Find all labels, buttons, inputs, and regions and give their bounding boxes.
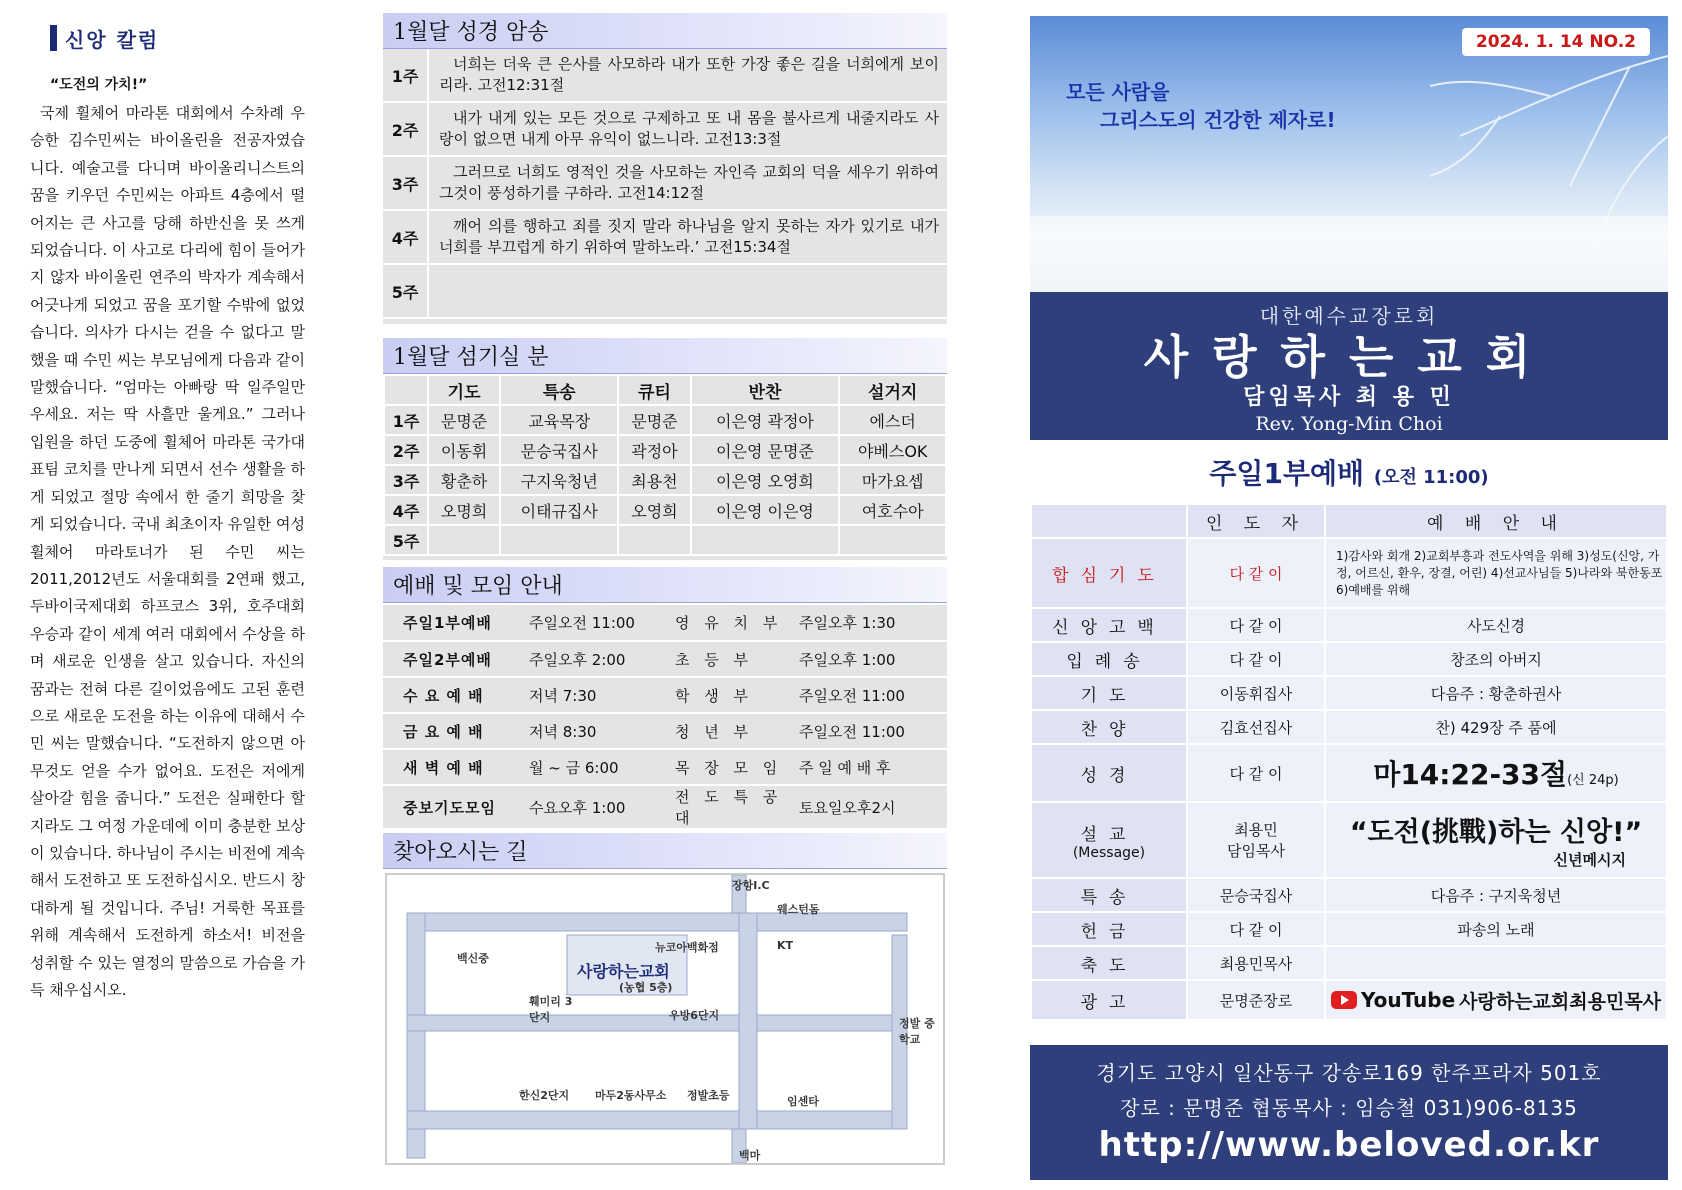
- map-label-western-dom: 웨스턴돔: [777, 903, 820, 916]
- duty-cell: 여호수아: [839, 495, 946, 525]
- map-label-woobang6: 우방6단지: [669, 1009, 720, 1022]
- services-table: [383, 605, 947, 830]
- duty-cell: 구지욱청년: [500, 465, 618, 495]
- order-label-text: 설교: [1080, 824, 1138, 845]
- service-cell: 주일오전 11:00: [523, 605, 663, 641]
- duty-header-cell: [384, 375, 428, 405]
- order-leader-text: 다 같 이: [1229, 616, 1283, 635]
- order-label-text: 입례송: [1066, 651, 1152, 672]
- duty-header-cell: 설거지: [839, 375, 946, 405]
- order-leader: [1187, 878, 1325, 912]
- order-label-text: 헌금: [1080, 921, 1138, 942]
- duty-table: [383, 374, 947, 556]
- order-guide: [1325, 878, 1667, 912]
- duty-cell: 오영희: [618, 495, 690, 525]
- order-label-sub: (Message): [1072, 844, 1146, 861]
- duty-cell: 문명준: [428, 405, 500, 435]
- order-row: [1031, 946, 1667, 980]
- duty-cell: 2주: [384, 435, 428, 465]
- bible-row: [383, 103, 947, 157]
- order-header-leader: 인 도 자: [1187, 504, 1325, 538]
- order-leader-text: 최용민: [1234, 821, 1278, 839]
- order-leader-text: 문명준장로: [1219, 991, 1293, 1010]
- bible-verse: 깨어 의를 행하고 죄를 짓지 말라 하나님을 알지 못하는 자가 있기로 내가 너희를 부끄럽게 하기 위하여 말하노라.’ 고전15:34절: [427, 211, 947, 263]
- play-icon: [1341, 995, 1349, 1005]
- service-row: [383, 641, 947, 677]
- denomination: 대한예수교장로회: [1259, 304, 1439, 328]
- bible-row: [383, 157, 947, 211]
- bible-week: 3주: [391, 174, 419, 194]
- order-leader-text: 다 같 이: [1229, 920, 1283, 939]
- bible-week: 4주: [391, 228, 419, 248]
- order-label: [1031, 980, 1187, 1020]
- order-row: [1031, 538, 1667, 608]
- order-label: [1031, 946, 1187, 980]
- order-leader-text: 다 같 이: [1229, 564, 1283, 583]
- order-header-row: [1031, 504, 1667, 538]
- service-cell: 주일오후 1:30: [793, 605, 947, 641]
- order-guide: [1325, 710, 1667, 744]
- address: 경기도 고양시 일산동구 강송로169 한주프라자 501호: [1096, 1061, 1602, 1085]
- service-cell: 주일오후 1:00: [793, 641, 947, 677]
- service-row: [383, 785, 947, 829]
- order-label-text: 특송: [1080, 887, 1138, 908]
- youtube-brand: YouTube: [1360, 988, 1456, 1012]
- order-label-text: 찬양: [1080, 719, 1138, 740]
- order-row: [1031, 642, 1667, 676]
- service-cell: 주일1부예배: [383, 605, 523, 641]
- order-label: [1031, 642, 1187, 676]
- service-cell: 금 요 예 배: [383, 713, 523, 749]
- duty-cell: 이태규집사: [500, 495, 618, 525]
- map-label-baeksin: 백신중: [457, 952, 489, 965]
- website-url[interactable]: http://www.beloved.or.kr: [1098, 1125, 1600, 1165]
- duty-row: [384, 525, 946, 555]
- order-label: [1031, 676, 1187, 710]
- youtube-channel[interactable]: 사랑하는교회최용민목사: [1459, 990, 1662, 1013]
- map-roads: [387, 875, 943, 1163]
- duty-cell: 문명준: [618, 405, 690, 435]
- order-label-text: 신앙고백: [1052, 617, 1166, 638]
- slogan-line-2: 그리스도의 건강한 제자로!: [1100, 108, 1336, 132]
- worship-title-text: 주일1부예배: [1209, 457, 1365, 490]
- column-heading: [30, 20, 305, 56]
- bible-verse: 그러므로 너희도 영적인 것을 사모하는 자인즉 교회의 덕을 세우기 위하여 그것이 풍성하기를 구하라. 고전14:12절: [427, 157, 947, 209]
- order-row: [1031, 676, 1667, 710]
- service-cell: 주 일 예 배 후: [793, 749, 947, 785]
- sermon-title: “도전(挑戰)하는 신앙!”: [1349, 817, 1643, 848]
- order-guide-text: 다음주 : 구지욱청년: [1430, 886, 1562, 905]
- sermon-note: 신년메시지: [1553, 851, 1626, 869]
- order-leader-text: 다 같 이: [1229, 764, 1283, 783]
- services-title: 예배 및 모임 안내: [383, 567, 947, 603]
- heading-bar: [50, 25, 57, 51]
- column-heading-text: 신앙 칼럼: [65, 27, 160, 52]
- pastor-name: 담임목사 최 용 민: [1243, 385, 1455, 410]
- service-cell: 학 생 부: [663, 677, 793, 713]
- order-row: [1031, 802, 1667, 878]
- order-row: [1031, 912, 1667, 946]
- order-label: [1031, 710, 1187, 744]
- order-leader: [1187, 676, 1325, 710]
- service-row: [383, 749, 947, 785]
- issue-date-badge: 2024. 1. 14 NO.2: [1462, 28, 1650, 56]
- order-leader-title: 담임목사: [1227, 842, 1285, 860]
- order-leader: [1187, 642, 1325, 676]
- duty-header-cell: 큐티: [618, 375, 690, 405]
- duty-row: [384, 495, 946, 525]
- order-label: [1031, 744, 1187, 802]
- bible-row: [383, 265, 947, 319]
- order-guide-text: 사도신경: [1467, 616, 1525, 635]
- service-cell: 청 년 부: [663, 713, 793, 749]
- bible-week: 1주: [391, 66, 419, 86]
- hero-banner: [1030, 16, 1668, 292]
- map-label-church: 사랑하는교회: [577, 962, 670, 981]
- map-label-nonghyup: (농협 5층): [619, 981, 673, 994]
- slogan-line-1: 모든 사람을: [1066, 80, 1170, 104]
- contact: 장로 : 문명준 협동목사 : 임승철 031)906-8135: [1120, 1096, 1578, 1120]
- service-cell: 초 등 부: [663, 641, 793, 677]
- duty-cell: [428, 525, 500, 555]
- service-cell: 수 요 예 배: [383, 677, 523, 713]
- scripture-page: (신 24p): [1567, 773, 1619, 788]
- order-guide-text: 창조의 아버지: [1450, 650, 1542, 669]
- map-section-title-wrap: [383, 833, 947, 869]
- order-guide: [1325, 912, 1667, 946]
- bible-verse: 너희는 더욱 큰 은사를 사모하라 내가 또한 가장 좋은 길을 너희에게 보이리라. 고전12:31절: [427, 49, 947, 101]
- map-label-newcore: 뉴코아백화점: [655, 941, 719, 954]
- duty-cell: [691, 525, 840, 555]
- service-cell: 저녁 7:30: [523, 677, 663, 713]
- order-header-guide: 예 배 안 내: [1325, 504, 1667, 538]
- map-label-kt: KT: [777, 939, 794, 952]
- order-row: [1031, 710, 1667, 744]
- service-cell: 전 도 특 공 대: [663, 785, 793, 829]
- order-leader-text: 이동휘집사: [1219, 684, 1293, 703]
- scripture-reference: 마14:22-33절: [1373, 758, 1568, 791]
- church-name: 사랑하는교회: [1143, 330, 1555, 384]
- bible-verse: [427, 265, 947, 317]
- order-label: [1031, 912, 1187, 946]
- map-label-family3: 훼미리 3단지: [529, 995, 573, 1024]
- duty-cell: 오명희: [428, 495, 500, 525]
- order-label: [1031, 538, 1187, 608]
- duty-cell: 문승국집사: [500, 435, 618, 465]
- order-header-empty: [1031, 504, 1187, 538]
- duty-header-cell: 기도: [428, 375, 500, 405]
- order-leader-text: 최용민목사: [1219, 954, 1293, 973]
- service-cell: 주일2부예배: [383, 641, 523, 677]
- duty-header-cell: 특송: [500, 375, 618, 405]
- duty-cell: 5주: [384, 525, 428, 555]
- order-leader: [1187, 802, 1325, 878]
- order-guide: [1325, 676, 1667, 710]
- order-guide-text: 찬) 429장 주 품에: [1435, 718, 1557, 737]
- duty-row: [384, 465, 946, 495]
- bible-row: [383, 49, 947, 103]
- order-leader: [1187, 980, 1325, 1020]
- service-row: [383, 605, 947, 641]
- order-guide-text: 파송의 노래: [1457, 920, 1535, 939]
- bible-memory-list: [383, 49, 947, 319]
- worship-title: [1030, 452, 1668, 492]
- order-leader-text: 다 같 이: [1229, 650, 1283, 669]
- column-subtitle: “도전의 가치!”: [50, 77, 148, 93]
- order-label-text: 성경: [1080, 765, 1138, 786]
- worship-time: (오전 11:00): [1373, 467, 1489, 488]
- duty-cell: 이동휘: [428, 435, 500, 465]
- order-leader: [1187, 912, 1325, 946]
- duty-cell: 4주: [384, 495, 428, 525]
- map-label-jeongbal-elem: 정발초등: [687, 1089, 730, 1102]
- map-label-madu2: 마두2동사무소: [595, 1089, 667, 1102]
- service-cell: 새 벽 예 배: [383, 749, 523, 785]
- service-cell: 저녁 8:30: [523, 713, 663, 749]
- duty-cell: 최용천: [618, 465, 690, 495]
- order-guide: [1325, 642, 1667, 676]
- order-leader: [1187, 710, 1325, 744]
- map-label-hanshin2: 한신2단지: [519, 1089, 570, 1102]
- duty-header-cell: 반찬: [691, 375, 840, 405]
- duty-cell: 이은영 오영희: [691, 465, 840, 495]
- service-cell: 목 장 모 임: [663, 749, 793, 785]
- duty-section: [383, 338, 947, 560]
- bible-week: 5주: [391, 282, 419, 302]
- order-label-text: 기도: [1080, 685, 1138, 706]
- order-leader-text: 문승국집사: [1219, 886, 1293, 905]
- column-body: 국제 휠체어 마라톤 대회에서 수차례 우승한 김수민씨는 바이올린을 전공자였습니다. 예술고를 다니며 바이올리니스트의 꿈을 키우던 수민씨는 아파트 4층에서 떨어지는 큰 사고를 당해 하반신을 못 쓰게 되었습니다. 이 사고로 다리에 힘이 들어가지 않자 바이올린 연주의 박자가 계속해서 어긋나게 되었고 꿈을 포기할 수밖에 없었습니다. 의사가 다시는 걷을 수 없다고 말했을 때 수민 씨는 부모님에게 다음과 같이 말했습니다. “엄마는 아빠랑 딱 일주일만 우세요. 저는 딱 사흘만 울게요.” 그러나 입원을 하던 도중에 휠체어 마라톤 국가대표팀 코치를 만나게 되면서 선수 생활을 하게 되었고 절망 속에서 한 줄기 희망을 찾게 되었습니다. 국내 최초이자 유일한 여성 휠체어 마라토너가 된 수민 씨는 2011,2012년도 서울대회를 2연패 했고, 두바이국제대회 하프코스 3위, 호주대회 우승과 같이 세계 여러 대회에서 수상을 하며 새로운 인생을 살고 있습니다. 자신의 꿈과는 전혀 다른 길이었음에도 고된 훈련으로 새로운 도전을 하는 이유에 대해서 수민 씨는 말했습니다. “도전하지 않으면 아무것도 얻을 수가 없어요. 도전은 저에게 살아갈 힘을 줍니다.” 도전은 실패한다 할지라도 그 여정 가운데에 이미 충분한 보상이 있습니다. 하나님이 주시는 비전에 계속해서 도전하고 또 도전하십시오. 반드시 창대하게 될 것입니다. 주님! 거룩한 목표를 위해 계속해서 도전하게 하소서! 비전을 성취할 수 있는 열정의 말씀으로 가슴을 가득 채우십시오.: [30, 104, 305, 999]
- order-leader: [1187, 538, 1325, 608]
- order-leader: [1187, 608, 1325, 642]
- order-leader-text: 김효선집사: [1219, 718, 1293, 737]
- duty-cell: 이은영 문명준: [691, 435, 840, 465]
- duty-cell: 이은영 이은영: [691, 495, 840, 525]
- service-cell: 주일오후 2:00: [523, 641, 663, 677]
- order-guide: [1325, 608, 1667, 642]
- order-label: [1031, 878, 1187, 912]
- duty-cell: [618, 525, 690, 555]
- duty-title: 1월달 섬기실 분: [383, 338, 947, 374]
- service-cell: 수요오후 1:00: [523, 785, 663, 829]
- duty-cell: 곽정아: [618, 435, 690, 465]
- service-cell: 토요일오후2시: [793, 785, 947, 829]
- service-cell: 주일오전 11:00: [793, 677, 947, 713]
- bible-memory-section: [383, 13, 947, 324]
- service-cell: 주일오전 11:00: [793, 713, 947, 749]
- duty-cell: 야베스OK: [839, 435, 946, 465]
- order-label-text: 축도: [1080, 955, 1138, 976]
- bible-row: [383, 211, 947, 265]
- duty-cell: 마가요셉: [839, 465, 946, 495]
- bible-verse: 내가 내게 있는 모든 것으로 구제하고 또 내 몸을 불사르게 내줄지라도 사랑이 없으면 내게 아무 유익이 없느니라. 고전13:3절: [427, 103, 947, 155]
- service-row: [383, 713, 947, 749]
- services-section: [383, 567, 947, 827]
- order-guide-text: 1)감사와 회개 2)교회부흥과 전도사역을 위해 3)성도(신앙, 가정, 어르신, 환우, 장결, 어린) 4)선교사님들 5)나라와 북한동포 6)예배를 위해: [1336, 548, 1663, 597]
- order-row: [1031, 980, 1667, 1020]
- duty-cell: 에스더: [839, 405, 946, 435]
- duty-row: [384, 435, 946, 465]
- service-cell: 중보기도모임: [383, 785, 523, 829]
- duty-cell: 교육목장: [500, 405, 618, 435]
- duty-cell: 3주: [384, 465, 428, 495]
- order-label-text: 합심기도: [1052, 565, 1166, 586]
- map-label-jangang-ic: 장항I.C: [732, 879, 770, 892]
- church-header: [1030, 292, 1668, 440]
- service-cell: 월 ~ 금 6:00: [523, 749, 663, 785]
- order-guide-text: 다음주 : 황춘하권사: [1430, 684, 1562, 703]
- church-footer: [1030, 1045, 1668, 1180]
- bible-week: 2주: [391, 120, 419, 140]
- order-guide: [1325, 802, 1667, 878]
- duty-cell: [500, 525, 618, 555]
- faith-column: [30, 20, 305, 1180]
- order-guide: [1325, 744, 1667, 802]
- order-leader: [1187, 946, 1325, 980]
- map-label-jeongbal-middle: 정발 중학교: [899, 1017, 935, 1046]
- service-cell: 영 유 치 부: [663, 605, 793, 641]
- worship-order-table: [1030, 503, 1668, 1021]
- service-row: [383, 677, 947, 713]
- duty-cell: 1주: [384, 405, 428, 435]
- map-label-baekma: 백마: [739, 1149, 761, 1162]
- bible-memory-title: 1월달 성경 암송: [383, 13, 947, 49]
- order-row: [1031, 878, 1667, 912]
- map-title: 찾아오시는 길: [383, 833, 947, 869]
- winter-branches-icon: [1030, 16, 1668, 292]
- youtube-icon[interactable]: [1331, 991, 1357, 1009]
- duty-cell: 이은영 곽정아: [691, 405, 840, 435]
- order-guide: [1325, 538, 1667, 608]
- order-leader: [1187, 744, 1325, 802]
- pastor-name-english: Rev. Yong-Min Choi: [1255, 413, 1443, 435]
- order-label: [1031, 608, 1187, 642]
- map-label-imcenter: 임센타: [787, 1095, 819, 1108]
- order-guide: [1325, 980, 1667, 1020]
- duty-row: [384, 405, 946, 435]
- order-label: [1031, 802, 1187, 878]
- duty-cell: 황춘하: [428, 465, 500, 495]
- directions-map: [385, 873, 945, 1165]
- order-row: [1031, 608, 1667, 642]
- duty-cell: [839, 525, 946, 555]
- order-row: [1031, 744, 1667, 802]
- order-guide: [1325, 946, 1667, 980]
- order-label-text: 광고: [1080, 992, 1138, 1013]
